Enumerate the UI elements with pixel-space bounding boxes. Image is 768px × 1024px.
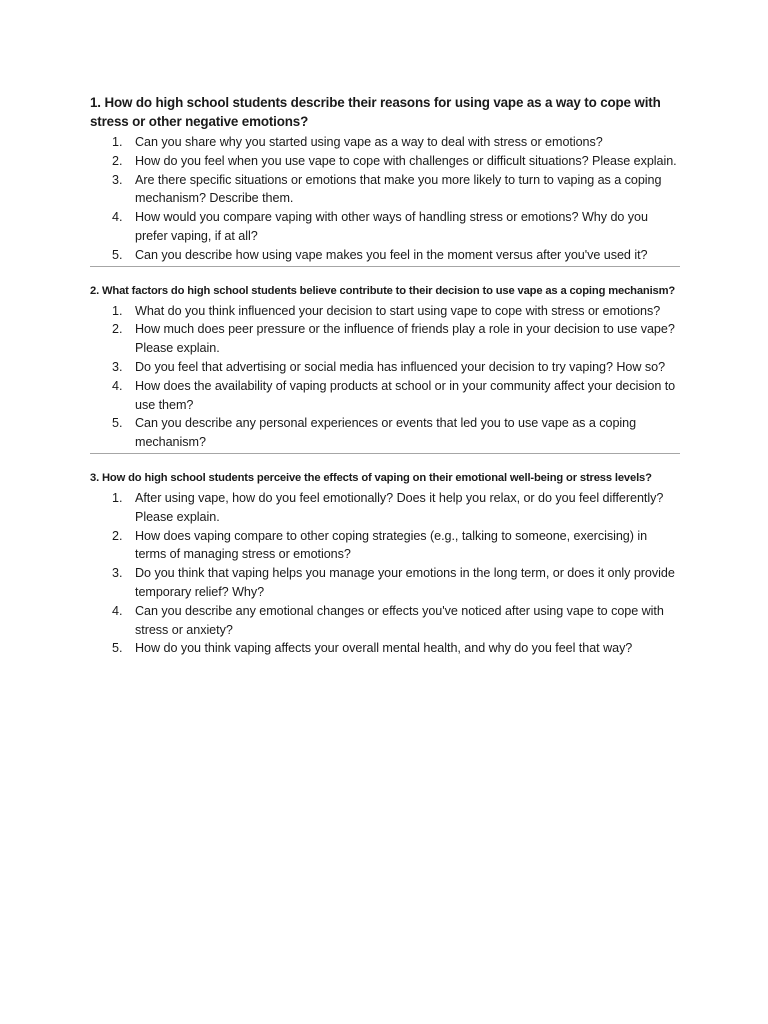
- list-item: [90, 302, 678, 321]
- list-item: [90, 639, 678, 658]
- list-number: 4.: [112, 210, 123, 225]
- question-list: [90, 133, 678, 265]
- list-number: 3.: [112, 566, 123, 581]
- question-text: After using vape, how do you feel emotionally? Does it help you relax, or do you feel differently? Please explain.: [135, 490, 664, 524]
- list-number: 2.: [112, 322, 123, 337]
- question-text: Can you describe any personal experiences or events that led you to use vape as a coping mechanism?: [135, 416, 637, 450]
- list-item: [90, 377, 678, 415]
- question-text: How do you feel when you use vape to cope with challenges or difficult situations? Please explain.: [135, 153, 677, 168]
- list-item: [90, 527, 678, 565]
- list-item: [90, 564, 678, 602]
- list-number: 4.: [112, 603, 123, 618]
- question-list: [90, 302, 678, 452]
- section-divider: [90, 266, 680, 267]
- list-item: [90, 171, 678, 209]
- list-number: 4.: [112, 378, 123, 393]
- list-number: 5.: [112, 247, 123, 262]
- list-item: [90, 602, 678, 640]
- list-item: [90, 489, 678, 527]
- section-1: [90, 94, 678, 267]
- list-item: [90, 320, 678, 358]
- list-number: 1.: [112, 135, 123, 149]
- section-title: 1. How do high school students describe their reasons for using vape as a way to cope with stress or other negative emotions?: [90, 95, 661, 129]
- question-text: How does vaping compare to other coping strategies (e.g., talking to someone, exercising) in terms of managing stress or emotions?: [135, 528, 648, 562]
- question-text: Can you describe any emotional changes or effects you've noticed after using vape to cope with stress or anxiety?: [135, 603, 664, 637]
- list-item: [90, 133, 678, 152]
- question-list: [90, 489, 678, 658]
- document-page: [90, 94, 678, 658]
- question-text: Do you feel that advertising or social media has influenced your decision to try vaping? How so?: [135, 359, 666, 374]
- section-title: 3. How do high school students perceive the effects of vaping on their emotional well-being or stress levels?: [90, 471, 652, 484]
- list-number: 2.: [112, 153, 123, 168]
- list-number: 2.: [112, 528, 123, 543]
- question-text: How much does peer pressure or the influence of friends play a role in your decision to use vape? Please explain.: [135, 322, 675, 356]
- list-number: 3.: [112, 172, 123, 187]
- list-number: 5.: [112, 416, 123, 431]
- section-title: 2. What factors do high school students believe contribute to their decision to use vape as a coping mechanism?: [90, 284, 676, 297]
- question-text: Can you describe how using vape makes you feel in the moment versus after you've used it?: [135, 247, 648, 262]
- question-text: How would you compare vaping with other ways of handling stress or emotions? Why do you prefer vaping, if at all?: [135, 210, 648, 243]
- list-item: [90, 246, 678, 265]
- question-text: Do you think that vaping helps you manage your emotions in the long term, or does it only provide temporary relief? Why?: [135, 566, 675, 599]
- list-item: [90, 208, 678, 246]
- list-number: 3.: [112, 359, 123, 374]
- question-text: Are there specific situations or emotions that make you more likely to turn to vaping as a coping mechanism? Describe them.: [135, 172, 662, 206]
- question-text: Can you share why you started using vape as a way to deal with stress or emotions?: [135, 135, 603, 149]
- question-text: How does the availability of vaping products at school or in your community affect your decision to use them?: [135, 378, 676, 412]
- list-item: [90, 358, 678, 377]
- list-number: 5.: [112, 641, 123, 656]
- question-text: What do you think influenced your decision to start using vape to cope with stress or emotions?: [135, 303, 661, 318]
- section-divider: [90, 453, 680, 454]
- list-number: 1.: [112, 490, 123, 505]
- list-item: [90, 414, 678, 452]
- section-2: [90, 283, 678, 454]
- list-item: [90, 152, 678, 171]
- list-number: 1.: [112, 303, 123, 318]
- section-3: [90, 470, 678, 658]
- question-text: How do you think vaping affects your overall mental health, and why do you feel that way?: [135, 641, 633, 656]
